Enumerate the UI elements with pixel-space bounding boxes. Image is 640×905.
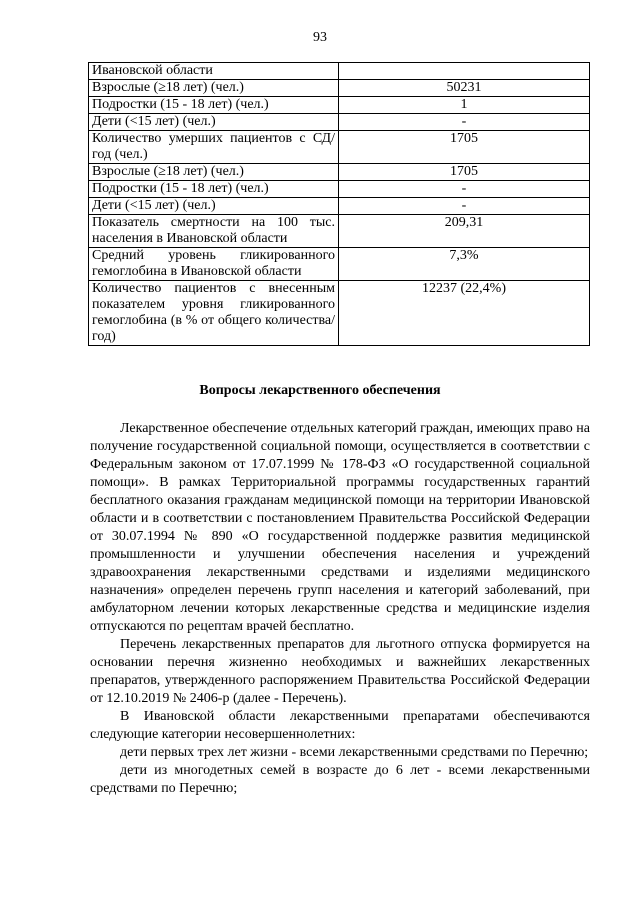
row-label: Взрослые (≥18 лет) (чел.) [89,164,339,181]
table-row [89,215,590,248]
row-label: Дети (<15 лет) (чел.) [89,198,339,215]
table-row [89,114,590,131]
row-label: Количество пациентов с внесенным показателем уровня гликированного гемоглобина (в % от общего количества/год) [89,281,339,346]
row-value: 50231 [339,80,590,97]
row-value: 1705 [339,131,590,164]
row-label: Показатель смертности на 100 тыс. населения в Ивановской области [89,215,339,248]
row-value: - [339,114,590,131]
table-row [89,63,590,80]
paragraph: дети первых трех лет жизни - всеми лекарственными средствами по Перечню; [120,745,589,760]
table-row [89,248,590,281]
table-row [89,97,590,114]
row-value: 209,31 [339,215,590,248]
statistics-table [88,62,590,346]
table-row [89,164,590,181]
row-value: 1 [339,97,590,114]
row-label: Средний уровень гликированного гемоглобина в Ивановской области [89,248,339,281]
row-label: Подростки (15 - 18 лет) (чел.) [89,97,339,114]
row-label: Подростки (15 - 18 лет) (чел.) [89,181,339,198]
table-row [89,181,590,198]
paragraph: Перечень лекарственных препаратов для льготного отпуска формируется на основании перечня жизненно необходимых и важнейших лекарственных препаратов, утвержденного распоряжением Правительства Российской Федерации от 12.10.2019 № 2406-р (далее - Перечень). [90,637,590,706]
row-label: Ивановской области [89,63,339,80]
paragraph: В Ивановской области лекарственными препаратами обеспечиваются следующие категории несовершеннолетних: [90,709,590,742]
paragraph: Лекарственное обеспечение отдельных категорий граждан, имеющих право на получение государственной социальной помощи, осуществляется в соответствии с Федеральным законом от 17.07.1999 № 178-ФЗ «О государственной социальной помощи». В рамках Территориальной программы государственных гарантий бесплатного оказания гражданам медицинской помощи на территории Ивановской области и в соответствии с постановлением Правительства Российской Федерации от 30.07.1994 № 890 «О государственной поддержке развития медицинской промышленности и улучшении обеспечения населения и учреждений здравоохранения лекарственными средствами и изделиями медицинского назначения» определен перечень групп населения и категорий заболеваний, при амбулаторном лечении которых лекарственные средства и медицинские изделия отпускаются по рецептам врачей бесплатно. [90,421,590,634]
table-row [89,131,590,164]
row-value: - [339,181,590,198]
table-row [89,281,590,346]
row-label: Количество умерших пациентов с СД/ год (чел.) [89,131,339,164]
row-value: 1705 [339,164,590,181]
row-label: Дети (<15 лет) (чел.) [89,114,339,131]
row-value [339,63,590,80]
body-text [90,420,590,798]
section-title: Вопросы лекарственного обеспечения [199,383,441,398]
table-row [89,80,590,97]
row-value: 12237 (22,4%) [339,281,590,346]
page-number: 93 [313,30,327,45]
row-value: 7,3% [339,248,590,281]
table-row [89,198,590,215]
row-label: Взрослые (≥18 лет) (чел.) [89,80,339,97]
paragraph: дети из многодетных семей в возрасте до 6 лет - всеми лекарственными средствами по Перечню; [90,763,590,796]
row-value: - [339,198,590,215]
